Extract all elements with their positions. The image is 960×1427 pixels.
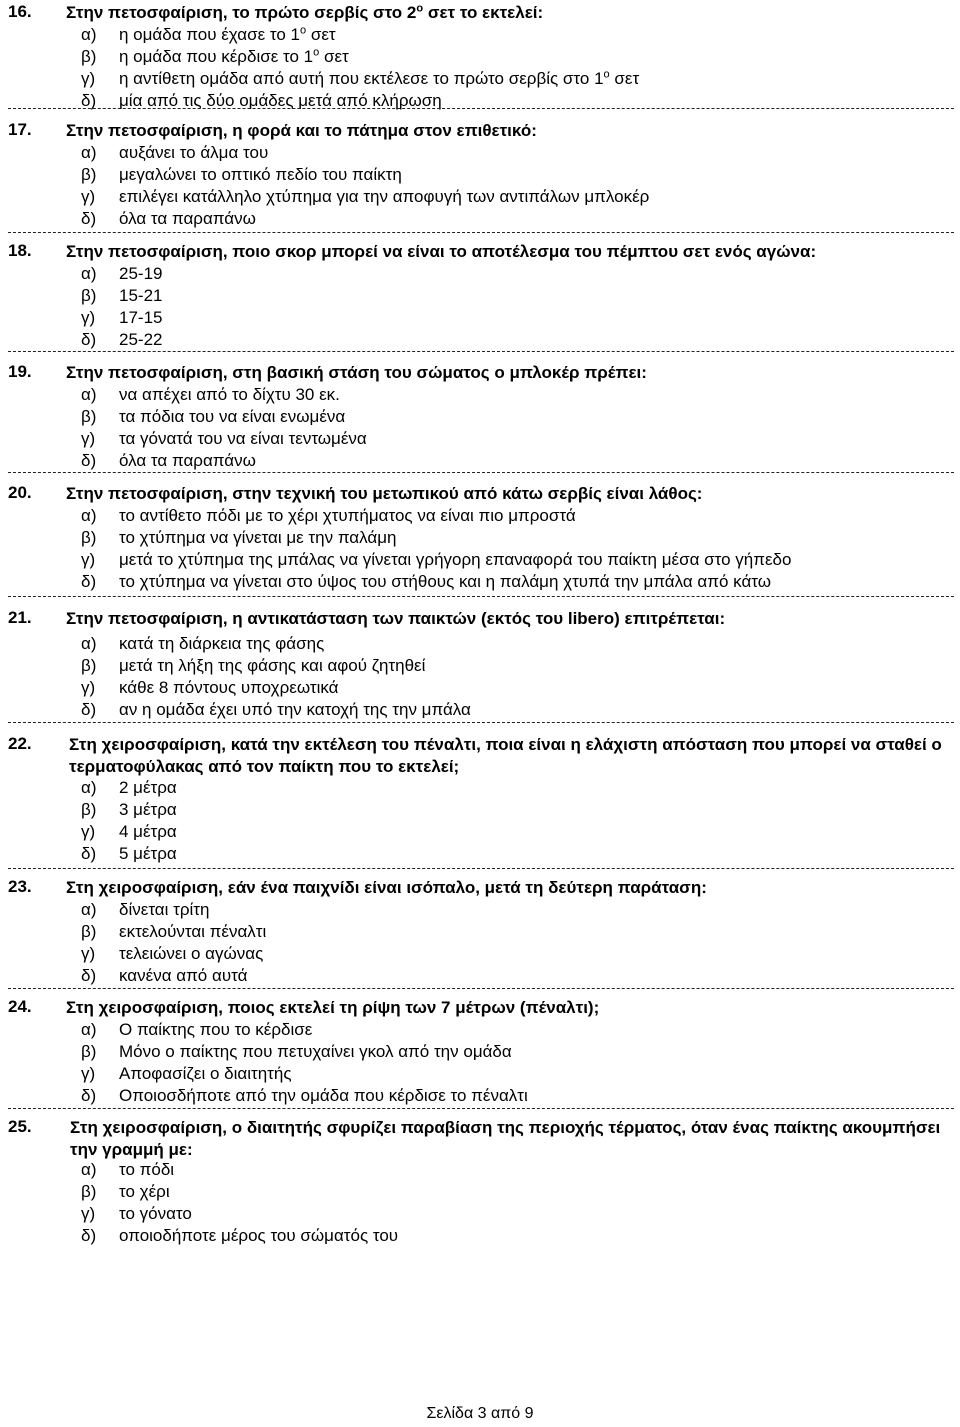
separator-line xyxy=(8,988,954,989)
option-c: γ) τελειώνει ο αγώνας xyxy=(81,944,264,963)
page-footer: Σελίδα 3 από 9 xyxy=(426,1405,534,1422)
option-b: β) εκτελούνται πέναλτι xyxy=(81,922,267,941)
option-c: γ) Αποφασίζει ο διαιτητής xyxy=(81,1064,292,1083)
option-d: δ) οποιοδήποτε μέρος του σώματός του xyxy=(81,1226,399,1245)
option-c: γ) τα γόνατά του να είναι τεντωμένα xyxy=(81,429,367,448)
option-a: α) το αντίθετο πόδι με το χέρι χτυπήματος να είναι πιο μπροστά xyxy=(81,506,576,525)
option-a: α) δίνεται τρίτη xyxy=(81,900,210,919)
option-a: α) να απέχει από το δίχτυ 30 εκ. xyxy=(81,385,340,404)
question-number: 23. xyxy=(8,877,32,896)
option-a: α) η ομάδα που έχασε το $1^o$ σετ xyxy=(81,24,336,44)
option-d: δ) 5 μέτρα xyxy=(81,844,177,863)
option-c: γ) κάθε 8 πόντους υποχρεωτικά xyxy=(81,678,339,697)
separator-line xyxy=(8,472,954,473)
question-stem: Στην πετοσφαίριση, στην τεχνική του μετωπικού από κάτω σερβίς είναι λάθος: xyxy=(66,484,703,503)
option-d: δ) το χτύπημα να γίνεται στο ύψος του στήθους και η παλάμη χτυπά την μπάλα από κάτω xyxy=(81,572,772,591)
option-b: β) η ομάδα που κέρδισε το $1^o$ σετ xyxy=(81,46,349,66)
option-b: β) μετά τη λήξη της φάσης και αφού ζητηθεί xyxy=(81,656,426,675)
question-number: 25. xyxy=(8,1117,32,1136)
option-b: β) το χέρι xyxy=(81,1182,170,1201)
question-stem: Στην πετοσφαίριση, το πρώτο σερβίς στο $2^o$ σετ το εκτελεί: xyxy=(66,2,544,22)
option-b: β) μεγαλώνει το οπτικό πεδίο του παίκτη xyxy=(81,165,402,184)
option-b: β) 3 μέτρα xyxy=(81,800,177,819)
question-stem: Στη χειροσφαίριση, κατά την εκτέλεση του πέναλτι, ποια είναι η ελάχιστη απόσταση που μπορεί να σταθεί ο τερματοφύλακας από τον παίκτη που το εκτελεί; xyxy=(69,735,942,776)
option-b: β) το χτύπημα να γίνεται με την παλάμη xyxy=(81,528,397,547)
separator-line xyxy=(8,722,954,723)
option-b: β) τα πόδια του να είναι ενωμένα xyxy=(81,407,346,426)
option-c: γ) 17-15 xyxy=(81,308,163,327)
option-a: α) το πόδι xyxy=(81,1160,175,1179)
separator-line xyxy=(8,868,954,869)
option-a: α) αυξάνει το άλμα του xyxy=(81,143,269,162)
question-number: 22. xyxy=(8,734,32,753)
option-c: γ) η αντίθετη ομάδα από αυτή που εκτέλεσε το πρώτο σερβίς στο $1^o$ σετ xyxy=(81,68,640,88)
separator-line xyxy=(8,1108,954,1109)
separator-line xyxy=(8,232,954,233)
option-b: β) Μόνο ο παίκτης που πετυχαίνει γκολ από την ομάδα xyxy=(81,1042,512,1061)
question-number: 24. xyxy=(8,997,32,1016)
option-c: γ) 4 μέτρα xyxy=(81,822,177,841)
question-stem: Στην πετοσφαίριση, η αντικατάσταση των παικτών (εκτός του libero) επιτρέπεται: xyxy=(66,609,726,628)
question-stem: Στην πετοσφαίριση, η φορά και το πάτημα στον επιθετικό: xyxy=(66,121,537,140)
question-stem: Στην πετοσφαίριση, στη βασική στάση του σώματος ο μπλοκέρ πρέπει: xyxy=(66,363,647,382)
option-a: α) κατά τη διάρκεια της φάσης xyxy=(81,634,325,653)
question-number: 16. xyxy=(8,2,32,21)
question-number: 21. xyxy=(8,608,32,627)
option-d: δ) όλα τα παραπάνω xyxy=(81,451,256,470)
question-number: 18. xyxy=(8,241,32,260)
separator-line xyxy=(8,596,954,597)
question-number: 17. xyxy=(8,120,32,139)
question-stem: Στην πετοσφαίριση, ποιο σκορ μπορεί να είναι το αποτέλεσμα του πέμπτου σετ ενός αγώνα: xyxy=(66,242,817,261)
separator-line xyxy=(8,351,954,352)
option-d: δ) μία από τις δύο ομάδες μετά από κλήρωση xyxy=(81,91,442,110)
option-d: δ) όλα τα παραπάνω xyxy=(81,209,256,228)
separator-line xyxy=(8,108,954,109)
option-a: α) 25-19 xyxy=(81,264,163,283)
option-d: δ) Οποιοσδήποτε από την ομάδα που κέρδισε το πέναλτι xyxy=(81,1086,528,1105)
option-c: γ) το γόνατο xyxy=(81,1204,192,1223)
option-d: δ) αν η ομάδα έχει υπό την κατοχή της την μπάλα xyxy=(81,700,471,719)
option-c: γ) μετά το χτύπημα της μπάλας να γίνεται γρήγορη επαναφορά του παίκτη μέσα στο γήπεδο xyxy=(81,550,792,569)
option-a: α) Ο παίκτης που το κέρδισε xyxy=(81,1020,313,1039)
option-a: α) 2 μέτρα xyxy=(81,778,177,797)
question-stem: Στη χειροσφαίριση, ποιος εκτελεί τη ρίψη των 7 μέτρων (πέναλτι); xyxy=(66,998,600,1017)
option-b: β) 15-21 xyxy=(81,286,163,305)
question-stem: Στη χειροσφαίριση, εάν ένα παιχνίδι είναι ισόπαλο, μετά τη δεύτερη παράταση: xyxy=(66,878,707,897)
option-d: δ) 25-22 xyxy=(81,330,163,349)
question-stem: Στη χειροσφαίριση, ο διαιτητής σφυρίζει παραβίαση της περιοχής τέρματος, όταν ένας παίκτης ακουμπήσει την γραμμή με: xyxy=(70,1118,941,1159)
option-c: γ) επιλέγει κατάλληλο χτύπημα για την αποφυγή των αντιπάλων μπλοκέρ xyxy=(81,187,650,206)
question-number: 20. xyxy=(8,483,32,502)
option-d: δ) κανένα από αυτά xyxy=(81,966,248,985)
question-number: 19. xyxy=(8,362,32,381)
